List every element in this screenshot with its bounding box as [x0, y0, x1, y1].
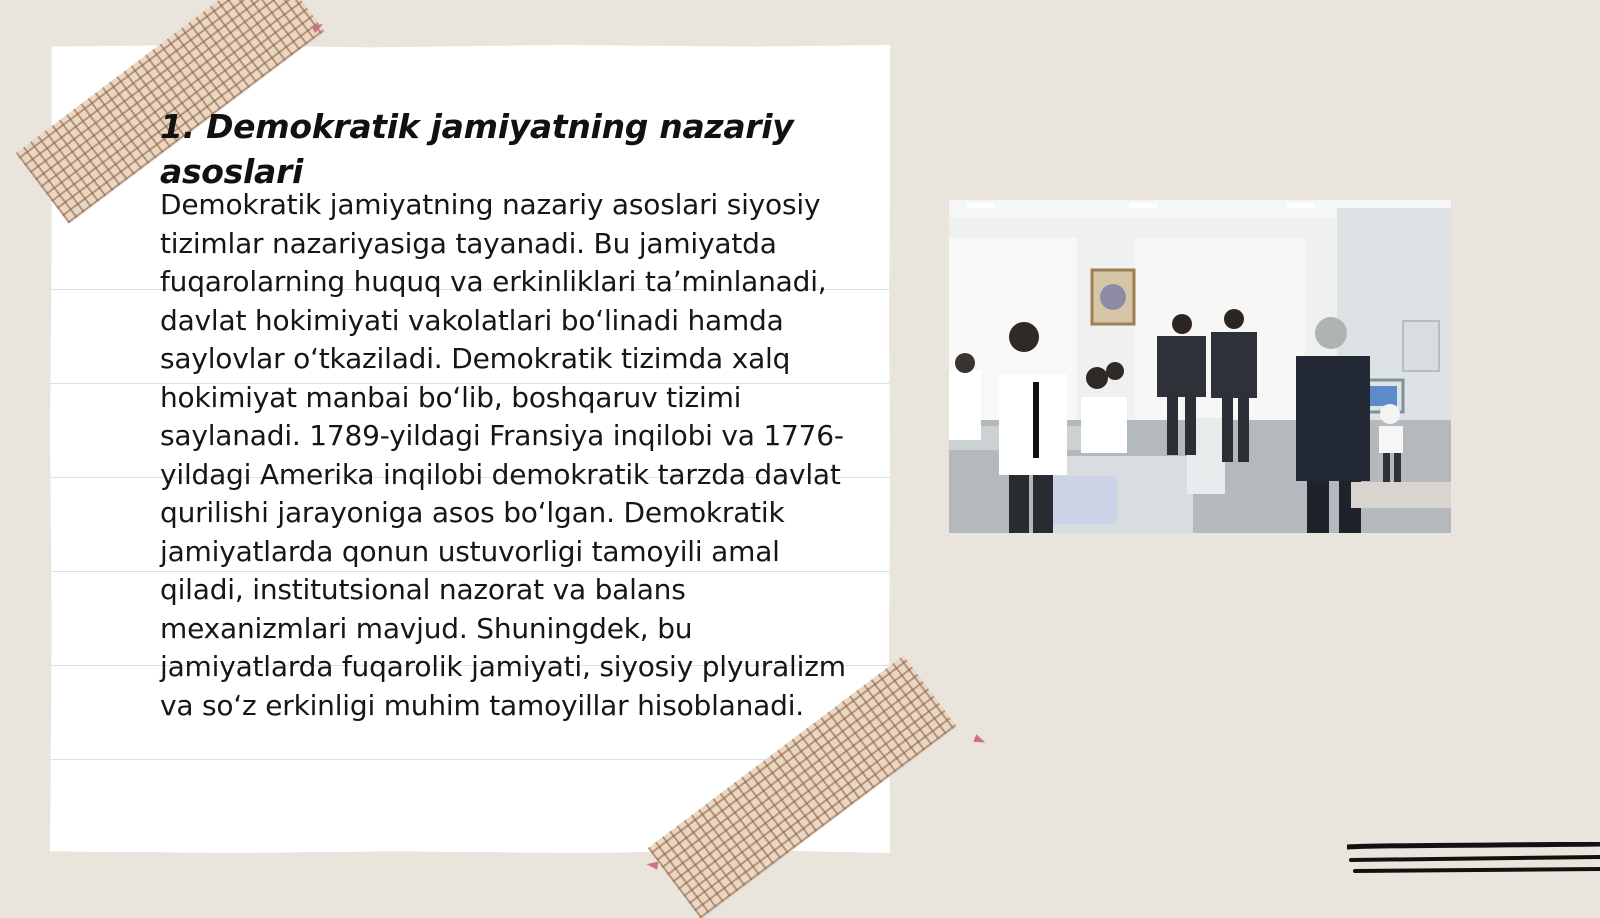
decorative-brush-lines — [1347, 842, 1600, 888]
classroom-photo-image — [949, 200, 1451, 533]
tape-accent-icon — [972, 734, 986, 747]
slide-title: 1. Demokratik jamiyatning nazariy asoslari — [160, 107, 794, 191]
slide-body-text: Demokratik jamiyatning nazariy asoslari siyosiy tizimlar nazariyasiga tayanadi. Bu jamiyatda fuqarolarning huquq va erkinliklari taʼminlanadi, davlat hokimiyati vakolatlari boʻlinadi hamda saylovlar oʻtkaziladi. Demokratik tizimda xalq hokimiyat manbai boʻlib, boshqaruv tizimi saylanadi. 1789-yildagi Fransiya inqilobi va 1776-yildagi Amerika inqilobi demokratik tarzda davlat qurilishi jarayoniga asos boʻlgan. Demokratik jamiyatlarda qonun ustuvorligi tamoyili amal qiladi, institutsional nazorat va balans mexanizmlari mavjud. Shuningdek, bu jamiyatlarda fuqarolik jamiyati, siyosiy plyuralizm va soʻz erkinligi muhim tamoyillar hisoblanadi. — [160, 188, 846, 722]
classroom-photo — [949, 200, 1451, 533]
